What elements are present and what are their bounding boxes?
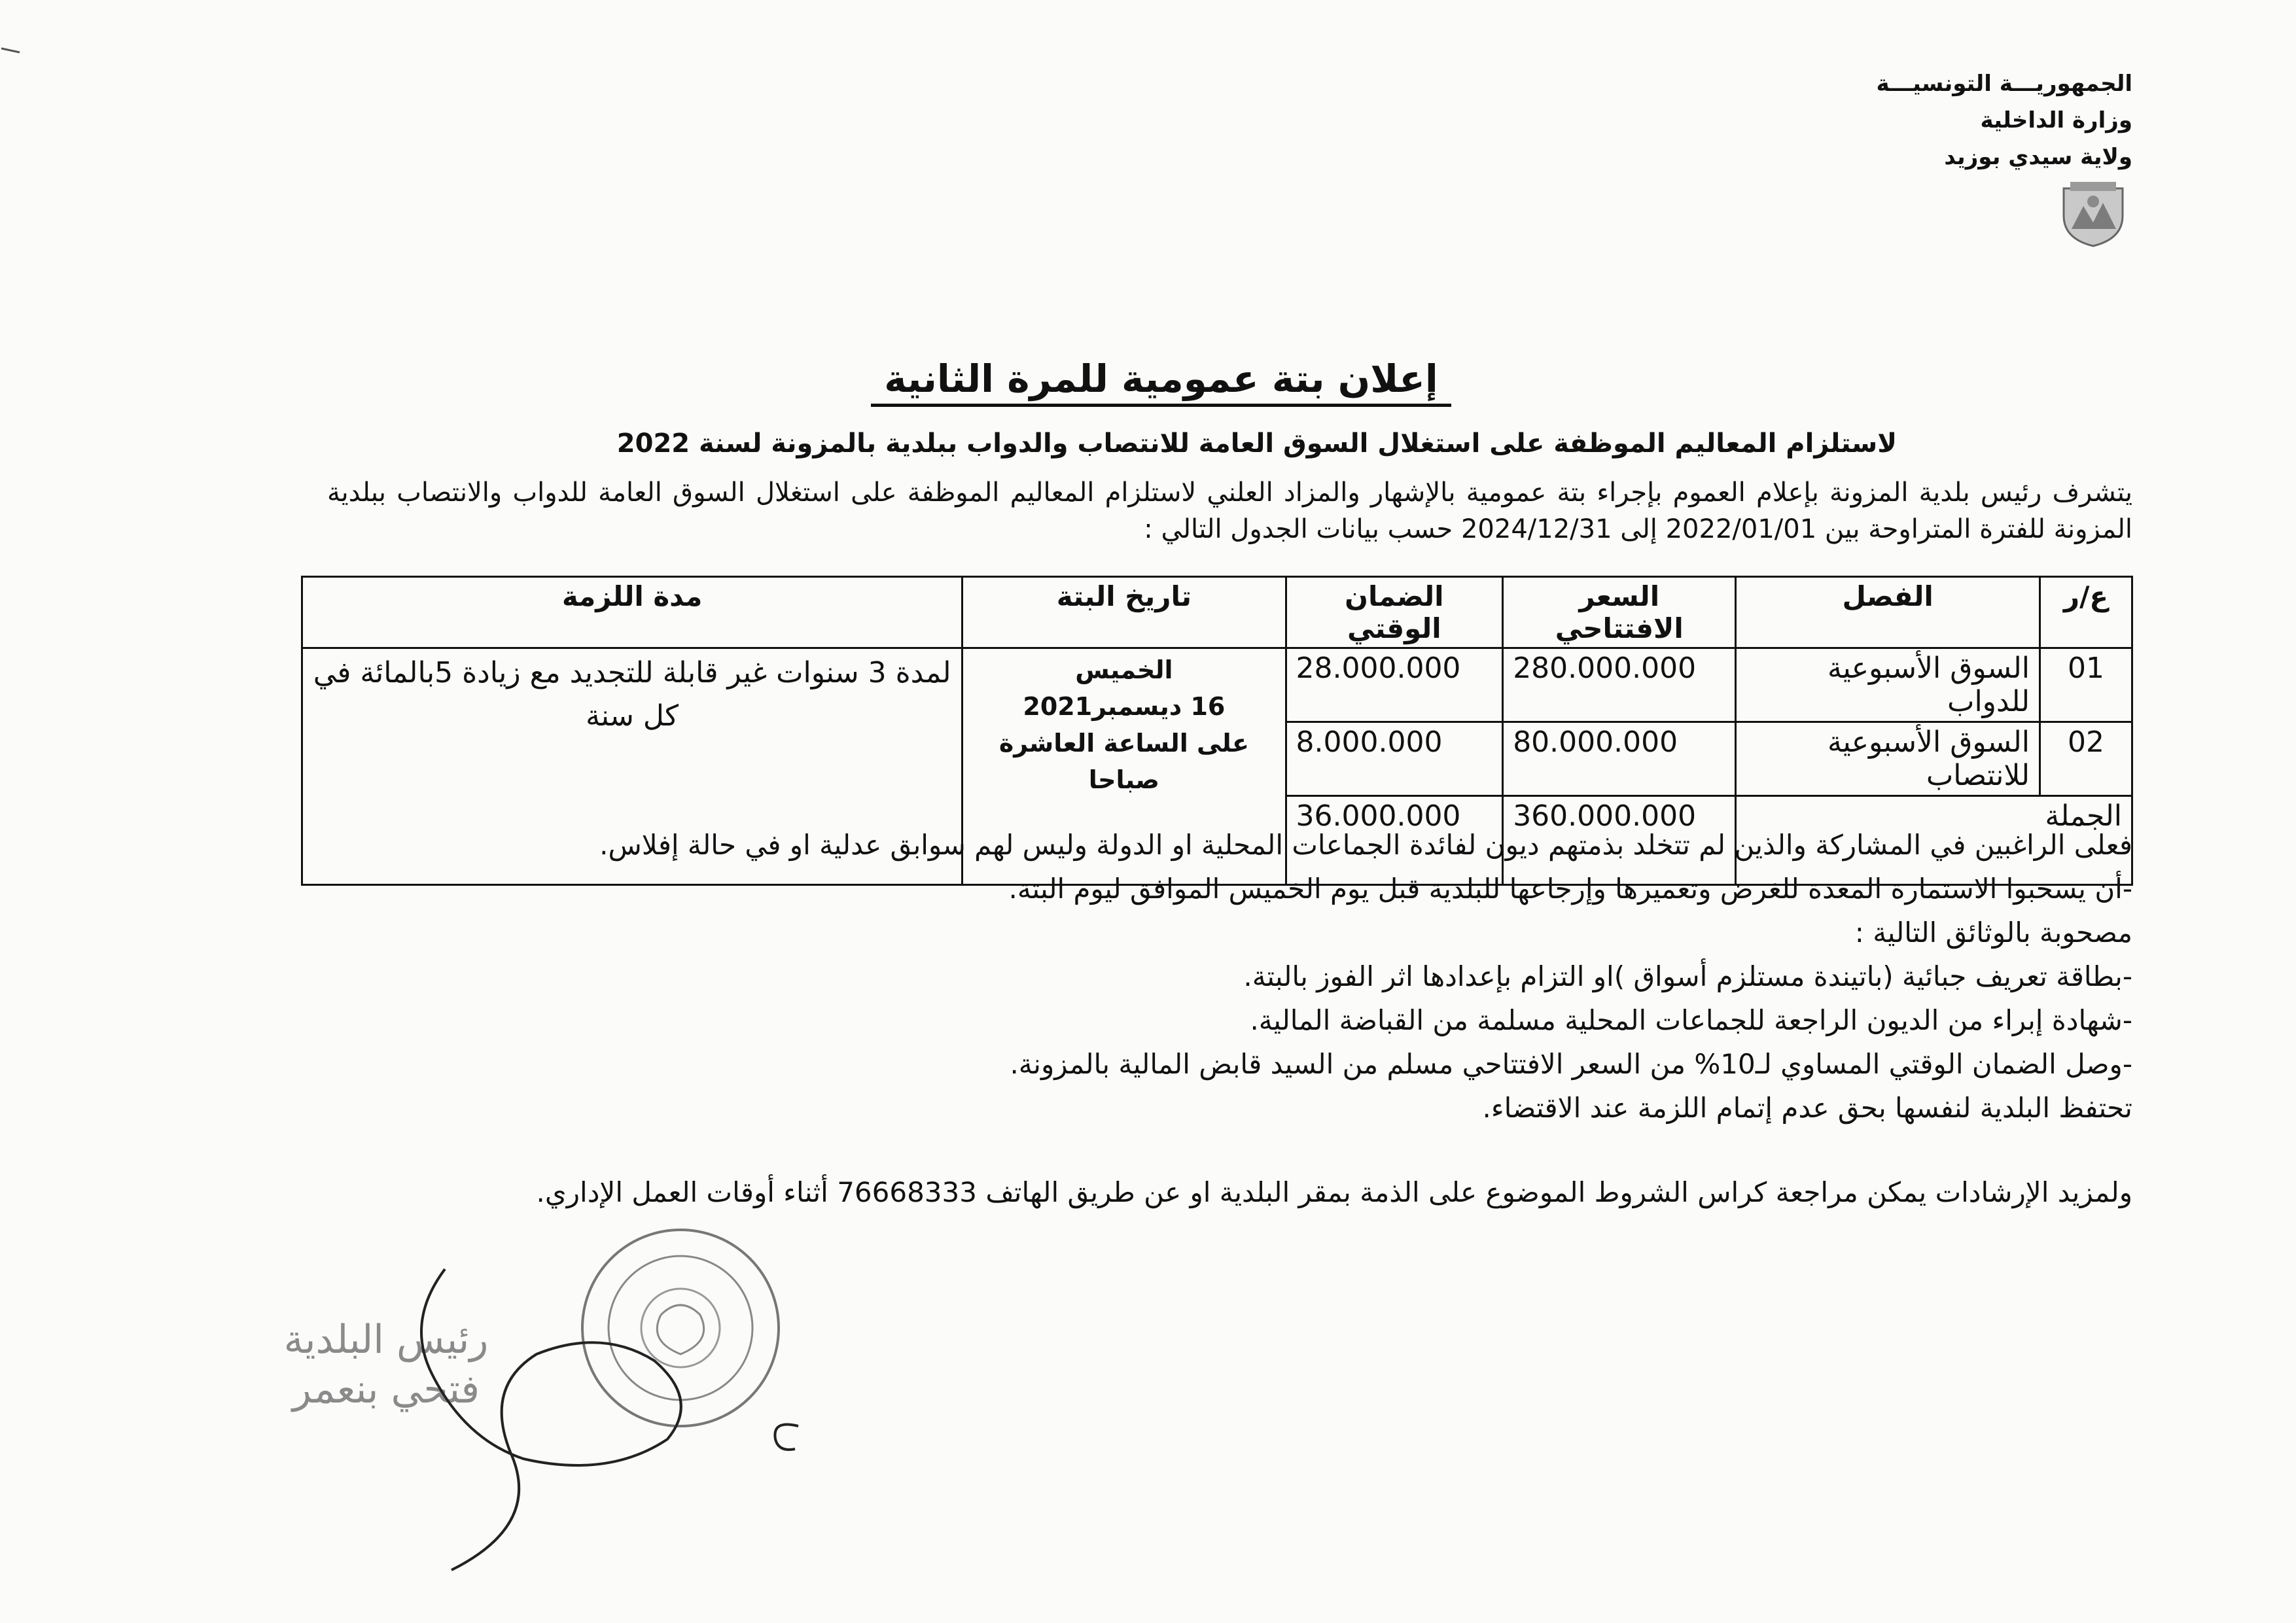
intro-paragraph: يتشرف رئيس بلدية المزونة بإعلام العموم بإجراء بتة عمومية بالإشهار والمزاد العلني لاستلزام المعاليم الموظفة على استغلال السوق العامة للدواب والانتصاب ببلدية المزونة للفترة المتراوحة بين 2022/01/01 إلى 2024/12/31 حسب بيانات الجدول التالي : — [327, 478, 2132, 544]
contact-paragraph: ولمزيد الإرشادات يمكن مراجعة كراس الشروط الموضوع على الذمة بمقر البلدية او عن طريق الهاتف 76668333 أثناء أوقات العمل الإداري. — [536, 1176, 2132, 1208]
condition-line: فعلى الراغبين في المشاركة والذين لم تتخلد بذمتهم ديون لفائدة الجماعات المحلية او الدولة وليس لهم سوابق عدلية او في حالة إفلاس. — [599, 829, 2132, 861]
total-label: الجملة — [1736, 796, 2132, 885]
table-row — [302, 648, 2132, 722]
corner-mark — [0, 39, 26, 59]
handwritten-signature — [393, 1243, 851, 1583]
header-num: ع/ر — [2040, 577, 2132, 648]
auction-day: الخميس — [1075, 655, 1173, 684]
header-duration: مدة اللزمة — [302, 577, 963, 648]
header-price: السعر الافتتاحي — [1503, 577, 1736, 648]
condition-line: -شهادة إبراء من الديون الراجعة للجماعات المحلية مسلمة من القباضة المالية. — [1250, 1004, 2132, 1036]
row-chapter: السوق الأسبوعية للدواب — [1736, 648, 2040, 722]
announcement-title: إعلان بتة عمومية للمرة الثانية — [871, 357, 1451, 407]
letterhead — [1877, 65, 2132, 175]
auction-date: 16 ديسمبر2021 — [1023, 692, 1226, 721]
row-chapter: السوق الأسبوعية للانتصاب — [1736, 722, 2040, 796]
total-guarantee: 36.000.000 — [1286, 796, 1503, 885]
conditions-list — [327, 823, 2132, 1130]
municipality-logo — [2057, 177, 2129, 249]
condition-line: -بطاقة تعريف جبائية (باتيندة مستلزم أسواق )او التزام بإعدادها اثر الفوز بالبتة. — [1243, 960, 2132, 992]
condition-line: مصحوبة بالوثائق التالية : — [1854, 916, 2132, 949]
header-date: تاريخ البتة — [963, 577, 1286, 648]
header-chapter: الفصل — [1736, 577, 2040, 648]
announcement-subtitle: لاستلزام المعاليم الموظفة على استغلال السوق العامة للانتصاب والدواب ببلدية بالمزونة لسنة 2022 — [616, 428, 1897, 459]
condition-line: -وصل الضمان الوقتي المساوي لـ10% من السعر الافتتاحي مسلم من السيد قابض المالية بالمزونة. — [1010, 1048, 2132, 1080]
bid-table-header — [302, 577, 2132, 648]
announcement-title-wrap — [0, 357, 2296, 407]
condition-line: -أن يسحبوا الاستمارة المعدة للغرض وتعميرها وإرجاعها للبلدية قبل يوم الخميس الموافق ليوم البتة. — [1008, 873, 2132, 905]
header-guarantee: الضمان الوقتي — [1286, 577, 1503, 648]
letterhead-republic: الجمهوريـــة التونسيـــة — [1876, 71, 2132, 97]
letterhead-ministry: وزارة الداخلية — [1980, 107, 2132, 133]
row-guarantee: 28.000.000 — [1286, 648, 1503, 722]
concession-duration: لمدة 3 سنوات غير قابلة للتجديد مع زيادة 5بالمائة في كل سنة — [302, 648, 963, 885]
row-price: 80.000.000 — [1503, 722, 1736, 796]
signature-name: فتحي بنعمر — [292, 1367, 480, 1412]
total-price: 360.000.000 — [1503, 796, 1736, 885]
row-guarantee: 8.000.000 — [1286, 722, 1503, 796]
row-num: 02 — [2040, 722, 2132, 796]
signature-title: رئيس البلدية — [283, 1317, 489, 1363]
auction-time: على الساعة العاشرة صباحا — [998, 729, 1249, 794]
row-num: 01 — [2040, 648, 2132, 722]
row-price: 280.000.000 — [1503, 648, 1736, 722]
condition-line: تحتفظ البلدية لنفسها بحق عدم إتمام اللزمة عند الاقتضاء. — [1482, 1092, 2132, 1124]
letterhead-governorate: ولاية سيدي بوزيد — [1944, 144, 2132, 170]
